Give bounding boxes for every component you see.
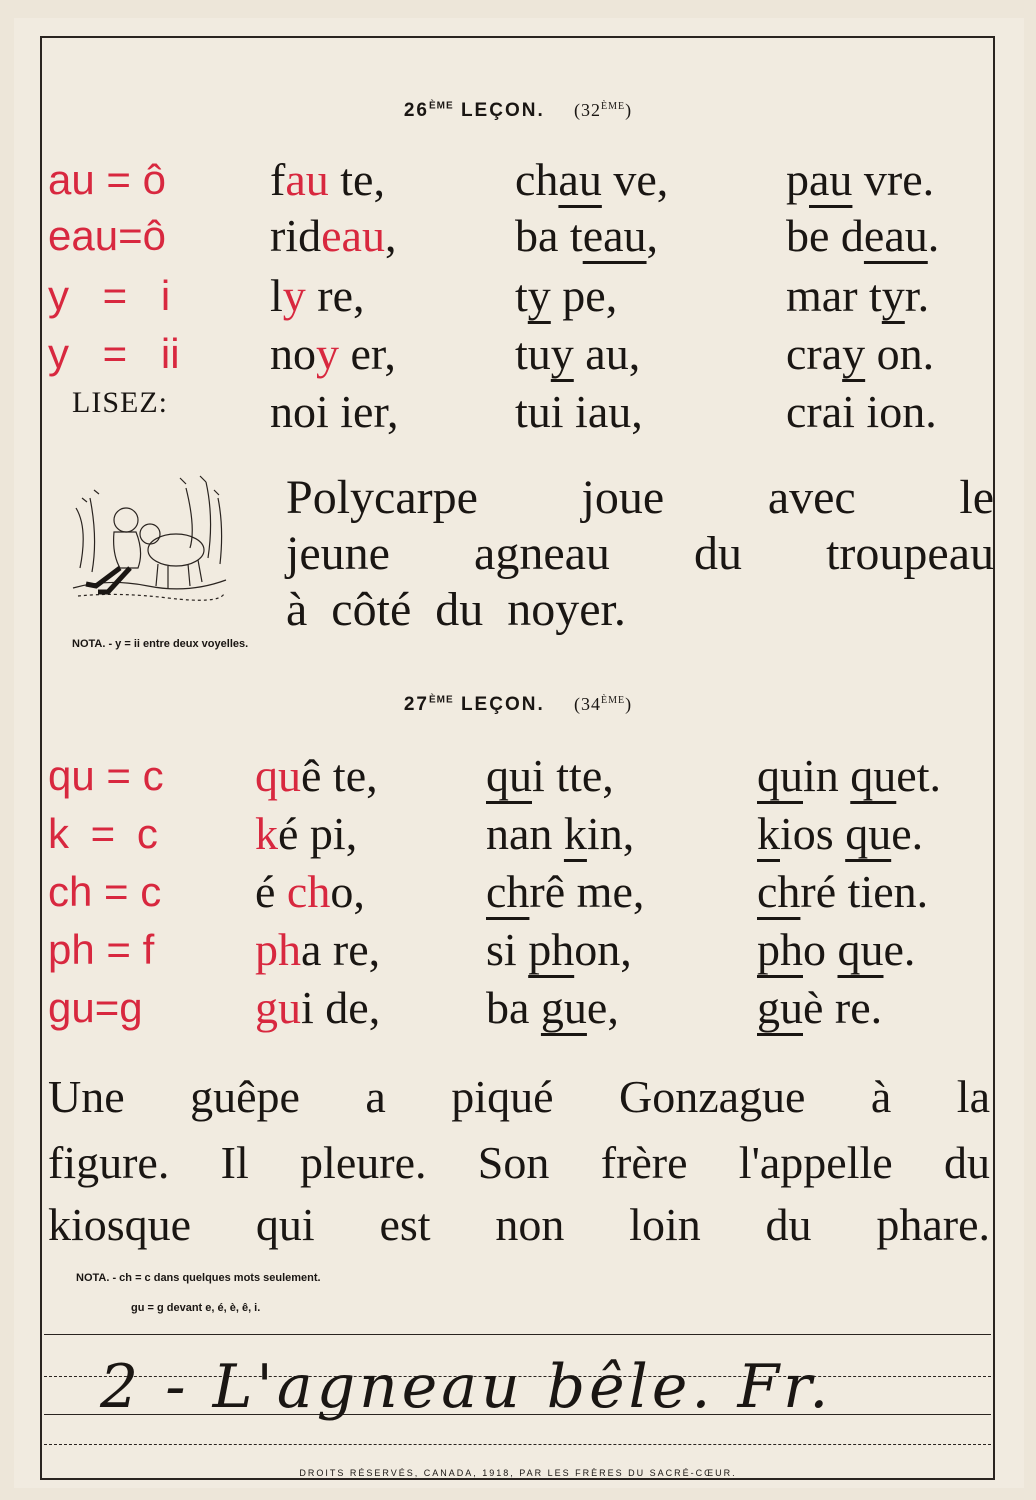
lesson-number: 26 (403, 100, 429, 121)
lesson-alt-suffix: ÈME (601, 101, 626, 112)
lesson-27-title (0, 694, 1036, 716)
word-cell: cray on. (786, 328, 935, 379)
rule-cell: au = ô (48, 156, 166, 203)
word-cell: gui de, (255, 982, 381, 1033)
lesson-alt-number: (32 (574, 100, 602, 120)
lesson-alt-suffix: ÈME (601, 695, 626, 706)
sentence-line: figure. Il pleure. Son frère l'appelle du (48, 1137, 990, 1188)
writing-guide-line (44, 1444, 991, 1445)
lesson-alt-close: ) (625, 100, 633, 120)
lesson-26-nota: NOTA. - y = ii entre deux voyelles. (72, 638, 249, 650)
sentence-line: jeune agneau du troupeau (286, 527, 994, 580)
lesson-26-row (0, 208, 1036, 264)
sentence-line: à côté du noyer. (286, 583, 626, 636)
copyright-footer: DROITS RÉSERVÉS, CANADA, 1918, PAR LES FRÈRES DU SACRÉ-CŒUR. (299, 1468, 737, 1478)
lesson-26-row (0, 152, 1036, 208)
lesson-26-title (0, 100, 1036, 122)
word-cell: be deau. (786, 210, 940, 261)
sentence-line: kiosque qui est non loin du phare. (48, 1199, 990, 1250)
child-and-lamb-illustration (68, 468, 228, 618)
word-cell: é cho, (255, 866, 365, 917)
lesson-27-nota-second-line: gu = g devant e, é, è, ê, i. (131, 1302, 261, 1314)
rule-cell: y = i (48, 272, 171, 319)
word-cell: pha re, (255, 924, 381, 975)
word-cell: ty pe, (515, 270, 618, 321)
word-cell: ba gue, (486, 982, 619, 1033)
word-cell: pho que. (757, 924, 916, 975)
word-cell: chrê me, (486, 866, 645, 917)
word-cell: rideau, (270, 210, 397, 261)
lesson-number: 27 (403, 694, 429, 715)
sentence-line: Polycarpe joue avec le (286, 471, 994, 524)
lesson-26-row (0, 268, 1036, 324)
word-cell: quin quet. (757, 750, 941, 801)
lesson-suffix: ÈME (429, 100, 454, 112)
lesson-suffix: ÈME (429, 694, 454, 706)
rule-cell: gu=g (48, 984, 143, 1031)
rule-cell: ph = f (48, 926, 155, 973)
lisez-label: LISEZ: (72, 386, 168, 419)
lesson-27-row (0, 748, 1036, 804)
word-cell: ké pi, (255, 808, 358, 859)
lesson-27-row (0, 806, 1036, 862)
rule-cell: qu = c (48, 752, 164, 799)
word-cell: noy er, (270, 328, 396, 379)
rule-cell: ch = c (48, 868, 162, 915)
rule-cell: eau=ô (48, 212, 166, 259)
word-cell: chré tien. (757, 866, 929, 917)
sentence-line: Une guêpe a piqué Gonzague à la (48, 1071, 990, 1122)
word-cell: pau vre. (786, 154, 935, 205)
lesson-alt-close: ) (625, 694, 633, 714)
word-cell: guè re. (757, 982, 883, 1033)
lesson-27-nota: NOTA. - ch = c dans quelques mots seulement. (76, 1272, 321, 1284)
word-cell: mar tyr. (786, 270, 930, 321)
lesson-word: LEÇON. (460, 100, 545, 121)
rule-cell: y = ii (48, 330, 180, 377)
cursive-sentence: 2 - L'agneau bêle. Fr. (100, 1352, 833, 1422)
lesson-26-row (0, 384, 1036, 440)
writing-line-top (44, 1334, 991, 1335)
word-cell: crai ion. (786, 386, 937, 437)
word-cell: kios que. (757, 808, 924, 859)
lesson-26-row (0, 326, 1036, 382)
word-cell: fau te, (270, 154, 385, 205)
lesson-27-row (0, 980, 1036, 1036)
lesson-word: LEÇON. (460, 694, 545, 715)
word-cell: ba teau, (515, 210, 659, 261)
lesson-26-sentence (286, 470, 994, 638)
word-cell: quê te, (255, 750, 378, 801)
word-cell: si phon, (486, 924, 632, 975)
word-cell: chau ve, (515, 154, 669, 205)
lesson-alt-number: (34 (574, 694, 602, 714)
word-cell: tui iau, (515, 386, 643, 437)
word-cell: qui tte, (486, 750, 614, 801)
lesson-27-sentence (48, 1062, 990, 1256)
lesson-27-row (0, 864, 1036, 920)
word-cell: ly re, (270, 270, 365, 321)
word-cell: noi ier, (270, 386, 399, 437)
lesson-27-row (0, 922, 1036, 978)
rule-cell: k = c (48, 810, 158, 857)
word-cell: tuy au, (515, 328, 641, 379)
word-cell: nan kin, (486, 808, 635, 859)
